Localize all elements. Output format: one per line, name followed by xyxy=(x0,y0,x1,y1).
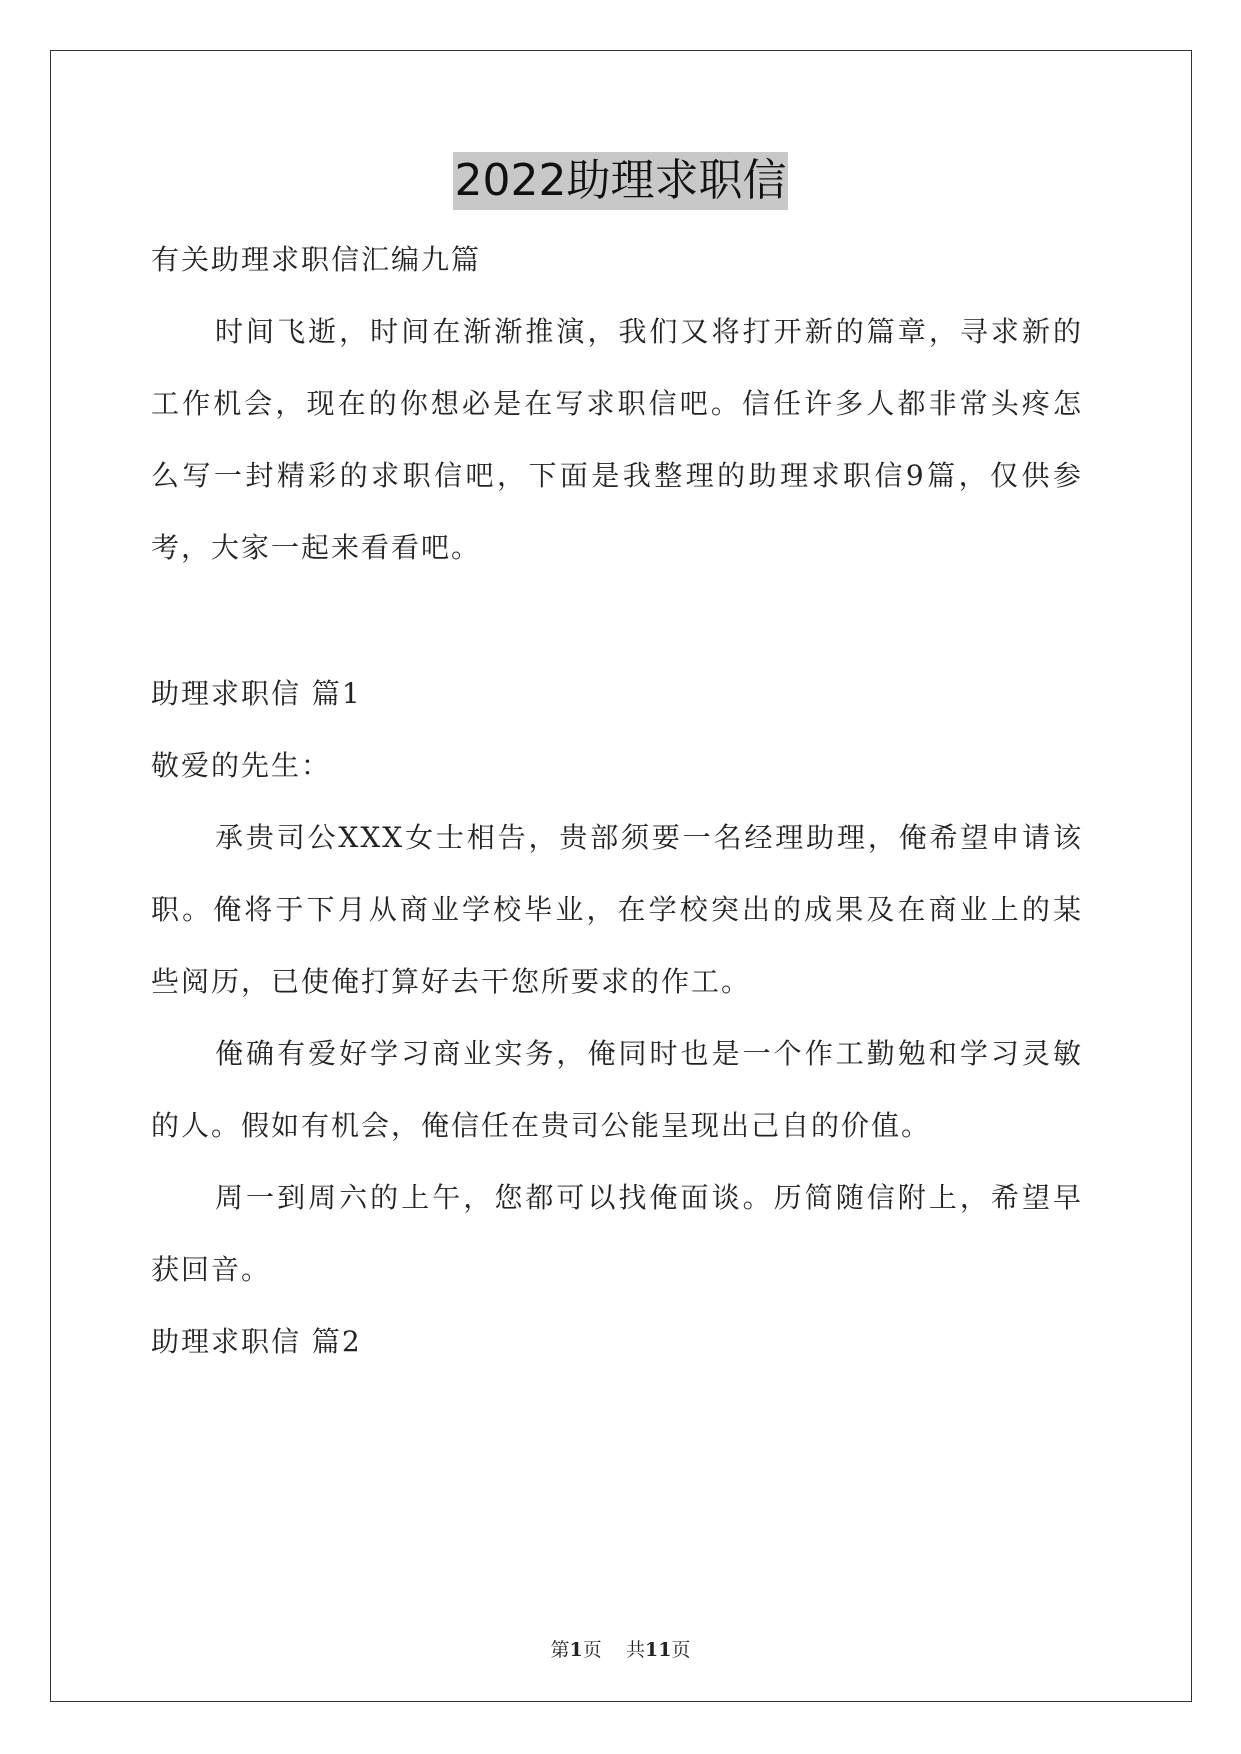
letter-line-5: 的人。假如有机会，俺信任在贵司公能呈现出己自的价值。 xyxy=(151,1109,932,1142)
section-heading-2: 助理求职信 篇2 xyxy=(151,1325,362,1358)
letter-line-6: 周一到周六的上午，您都可以找俺面谈。历简随信附上，希望早 xyxy=(215,1181,1083,1214)
intro-line-2: 工作机会，现在的你想必是在写求职信吧。信任许多人都非常头疼怎 xyxy=(151,387,1083,420)
subtitle-line: 有关助理求职信汇编九篇 xyxy=(151,243,482,276)
intro-line-3: 么写一封精彩的求职信吧，下面是我整理的助理求职信9篇，仅供参 xyxy=(151,459,1083,492)
letter-line-7: 获回音。 xyxy=(151,1253,272,1286)
letter-line-1: 承贵司公XXX女士相告，贵部须要一名经理助理，俺希望申请该 xyxy=(215,821,1083,854)
letter-line-3: 些阅历，已使俺打算好去干您所要求的作工。 xyxy=(151,965,752,998)
footer-page-suffix: 页 xyxy=(582,1639,602,1661)
intro-line-4: 考，大家一起来看看吧。 xyxy=(151,531,482,564)
document-title-text: 2022助理求职信 xyxy=(453,152,789,210)
section-heading-1: 助理求职信 篇1 xyxy=(151,677,362,710)
footer-total-number: 11 xyxy=(644,1639,672,1661)
footer-total-suffix: 页 xyxy=(671,1639,691,1661)
page-border xyxy=(50,50,1192,1702)
letter-line-4: 俺确有爱好学习商业实务，俺同时也是一个作工勤勉和学习灵敏 xyxy=(215,1037,1083,1070)
intro-line-1: 时间飞逝，时间在渐渐推演，我们又将打开新的篇章，寻求新的 xyxy=(215,315,1083,348)
letter-line-2: 职。俺将于下月从商业学校毕业，在学校突出的成果及在商业上的某 xyxy=(151,893,1083,926)
page-footer xyxy=(0,1635,1241,1662)
document-title xyxy=(0,152,1241,210)
footer-total-prefix: 共 xyxy=(625,1639,645,1661)
footer-page-number: 1 xyxy=(569,1639,583,1661)
footer-page-prefix: 第 xyxy=(550,1639,570,1661)
salutation: 敬爱的先生： xyxy=(151,749,332,782)
